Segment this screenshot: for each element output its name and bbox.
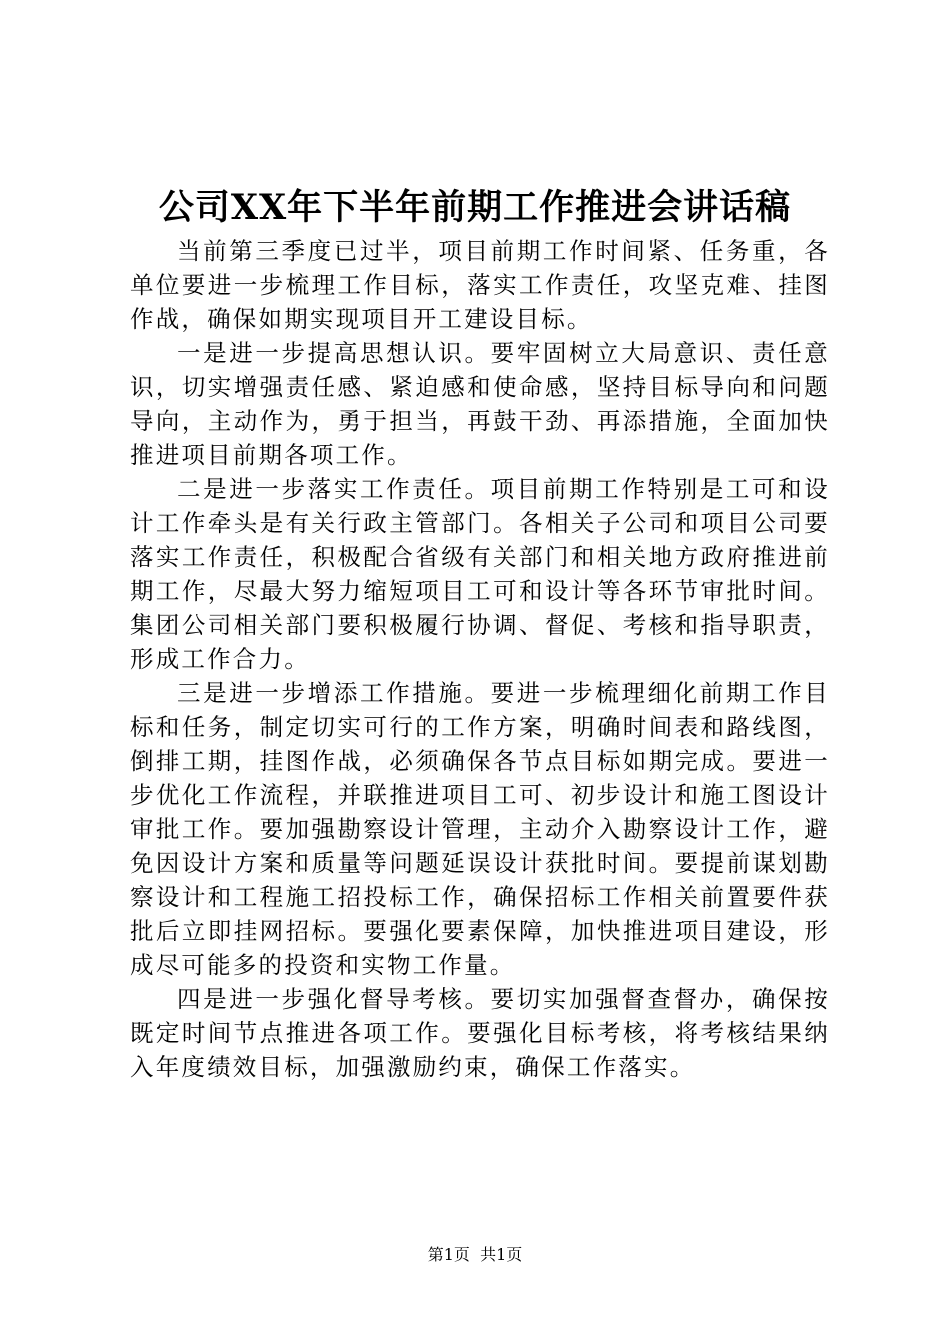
paragraph-point-two: 二是进一步落实工作责任。项目前期工作特别是工可和设计工作牵头是有关行政主管部门。各相关子公司和项目公司要落实工作责任，积极配合省级有关部门和相关地方政府推进前期工作，尽最大努力缩短项目工可和设计等各环节审批时间。集团公司相关部门要积极履行协调、督促、考核和指导职责，形成工作合力。 <box>130 475 830 673</box>
paragraph-point-three: 三是进一步增添工作措施。要进一步梳理细化前期工作目标和任务，制定切实可行的工作方案，明确时间表和路线图，倒排工期，挂图作战，必须确保各节点目标如期完成。要进一步优化工作流程，并联推进项目工可、初步设计和施工图设计审批工作。要加强勘察设计管理，主动介入勘察设计工作，避免因设计方案和质量等问题延误设计获批时间。要提前谋划勘察设计和工程施工招投标工作，确保招标工作相关前置要件获批后立即挂网招标。要强化要素保障，加快推进项目建设，形成尽可能多的投资和实物工作量。 <box>130 679 830 979</box>
page-total: 共1页 <box>480 1245 523 1264</box>
paragraph-point-one: 一是进一步提高思想认识。要牢固树立大局意识、责任意识，切实增强责任感、紧迫感和使命感，坚持目标导向和问题导向，主动作为，勇于担当，再鼓干劲、再添措施，全面加快推进项目前期各项工作。 <box>130 339 830 469</box>
document-body <box>130 234 830 1084</box>
page-number: 第1页 <box>427 1245 470 1264</box>
paragraph-point-four: 四是进一步强化督导考核。要切实加强督查督办，确保按既定时间节点推进各项工作。要强化目标考核，将考核结果纳入年度绩效目标，加强激励约束，确保工作落实。 <box>130 985 830 1081</box>
paragraph-intro: 当前第三季度已过半，项目前期工作时间紧、任务重，各单位要进一步梳理工作目标，落实工作责任，攻坚克难、挂图作战，确保如期实现项目开工建设目标。 <box>130 237 830 333</box>
page-footer <box>0 1243 950 1267</box>
document-title: 公司XX年下半年前期工作推进会讲话稿 <box>158 187 792 228</box>
